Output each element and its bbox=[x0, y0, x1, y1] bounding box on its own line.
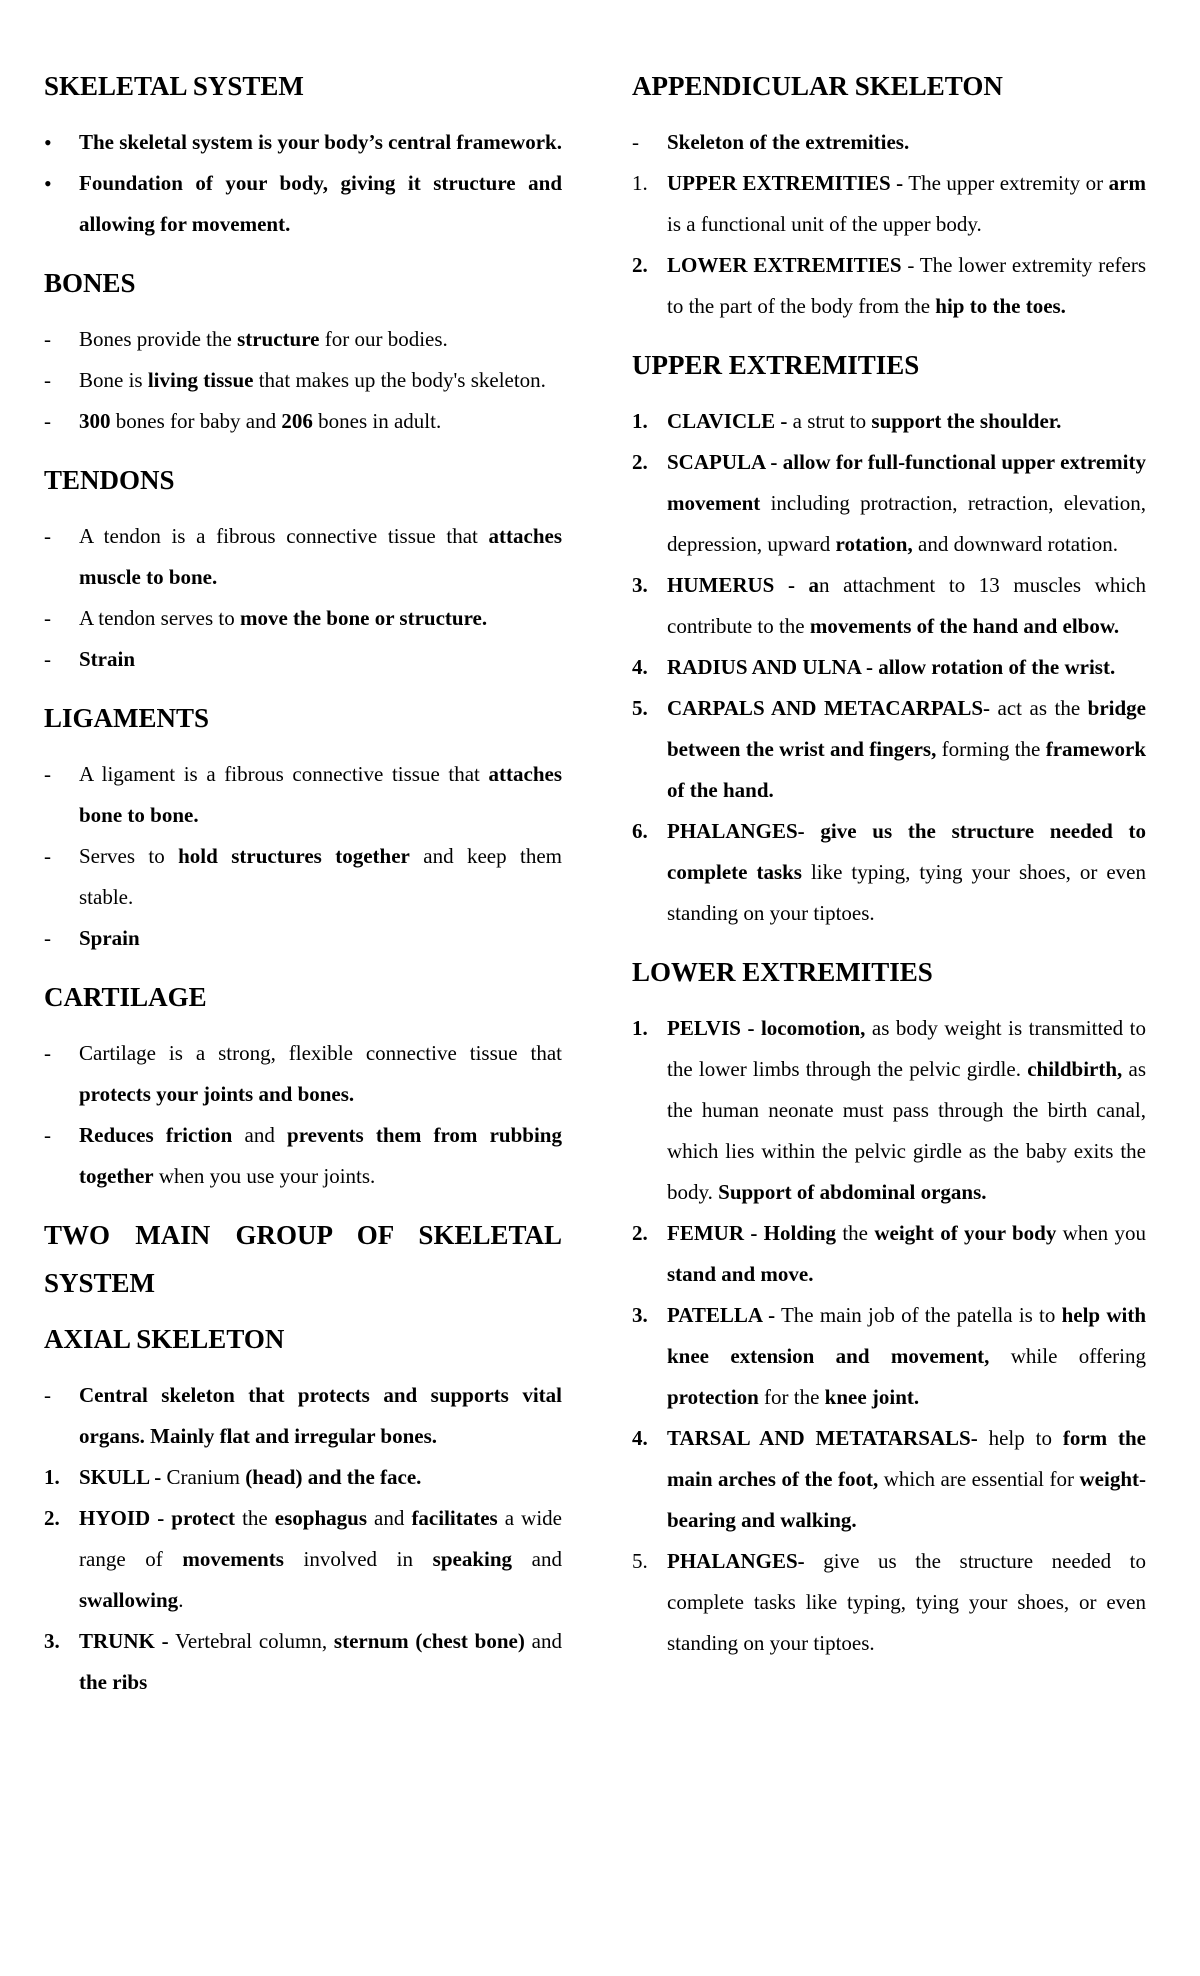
list-item: 2. LOWER EXTREMITIES - The lower extremity refers to the part of the body from the hip to the toes. bbox=[632, 253, 1146, 318]
list-item: 5. CARPALS AND METACARPALS- act as the bridge between the wrist and fingers, forming the framework of the hand. bbox=[632, 696, 1147, 802]
list-item: - Bone is living tissue that makes up the body's skeleton. bbox=[44, 360, 562, 401]
list-item: - 300 bones for baby and 206 bones in adult. bbox=[44, 401, 562, 442]
list-item: - Central skeleton that protects and supports vital organs. Mainly flat and irregular bones. bbox=[44, 1375, 562, 1457]
list-item bbox=[44, 122, 562, 163]
appendicular-list bbox=[632, 122, 1146, 327]
list-item: - A tendon is a fibrous connective tissue that attaches muscle to bone. bbox=[44, 516, 562, 598]
skeletal-system-list bbox=[44, 122, 562, 245]
cartilage-list bbox=[44, 1033, 562, 1197]
dash-marker: - bbox=[44, 606, 51, 630]
right-column bbox=[632, 62, 1146, 1664]
list-item: 4. RADIUS AND ULNA - allow rotation of the wrist. bbox=[632, 655, 1116, 679]
heading-tendons: TENDONS bbox=[44, 465, 175, 495]
heading-ligaments: LIGAMENTS bbox=[44, 703, 210, 733]
list-item: 1. SKULL - Cranium (head) and the face. bbox=[44, 1465, 422, 1489]
list-item: 3. HUMERUS - an attachment to 13 muscles which contribute to the movements of the hand and elbow. bbox=[632, 573, 1146, 638]
left-column bbox=[44, 62, 562, 1703]
axial-list bbox=[44, 1375, 562, 1703]
list-item: 3. TRUNK - Vertebral column, sternum (chest bone) and the ribs bbox=[44, 1629, 562, 1694]
heading-axial-skeleton: AXIAL SKELETON bbox=[44, 1324, 285, 1354]
heading-bones: BONES bbox=[44, 268, 136, 298]
heading-appendicular-skeleton: APPENDICULAR SKELETON bbox=[632, 71, 1003, 101]
dash-marker: - bbox=[44, 368, 51, 392]
list-item: 2. SCAPULA - allow for full-functional upper extremity movement including protraction, retraction, elevation, depression, upward rotation, and downward rotation. bbox=[632, 450, 1146, 556]
item-text: The skeletal system is your body’s central framework. bbox=[79, 130, 562, 154]
list-item bbox=[44, 163, 562, 245]
dash-marker: - bbox=[44, 327, 51, 351]
list-item: - Strain bbox=[44, 639, 562, 680]
dash-marker: - bbox=[44, 409, 51, 433]
list-item: - A tendon serves to move the bone or structure. bbox=[44, 598, 562, 639]
list-item: - Reduces friction and prevents them from rubbing together when you use your joints. bbox=[44, 1115, 562, 1197]
bullet-icon: • bbox=[44, 171, 52, 196]
list-item: 2. FEMUR - Holding the weight of your body when you stand and move. bbox=[632, 1221, 1147, 1286]
list-item: - Serves to hold structures together and keep them stable. bbox=[44, 836, 562, 918]
ligaments-list bbox=[44, 754, 562, 959]
dash-marker: - bbox=[44, 524, 51, 548]
list-item: 1. CLAVICLE - a strut to support the shoulder. bbox=[632, 409, 1062, 433]
list-item: 6. PHALANGES- give us the structure needed to complete tasks like typing, tying your shoes, or even standing on your tiptoes. bbox=[632, 819, 1146, 925]
dash-marker: - bbox=[44, 1383, 51, 1407]
dash-marker: - bbox=[44, 1123, 51, 1147]
lower-extremities-list bbox=[632, 1008, 1146, 1664]
list-item: - Bones provide the structure for our bodies. bbox=[44, 319, 562, 360]
list-item: 4. TARSAL AND METATARSALS- help to form the main arches of the foot, which are essential for weight-bearing and walking. bbox=[632, 1426, 1146, 1532]
list-item: - Skeleton of the extremities. bbox=[632, 122, 1146, 163]
dash-marker: - bbox=[44, 926, 51, 950]
list-item: - Cartilage is a strong, flexible connective tissue that protects your joints and bones. bbox=[44, 1033, 562, 1115]
item-text: Foundation of your body, giving it structure and allowing for movement. bbox=[79, 171, 562, 236]
bullet-icon: • bbox=[44, 130, 52, 155]
heading-upper-extremities: UPPER EXTREMITIES bbox=[632, 350, 920, 380]
heading-two-main-groups: TWO MAIN GROUP OF SKELETAL SYSTEM bbox=[44, 1220, 562, 1298]
bones-list bbox=[44, 319, 562, 442]
list-item: - A ligament is a fibrous connective tissue that attaches bone to bone. bbox=[44, 754, 562, 836]
tendons-list bbox=[44, 516, 562, 680]
list-item: 1. PELVIS - locomotion, as body weight is transmitted to the lower limbs through the pelvic girdle. childbirth, as the human neonate must pass through the birth canal, which lies within the pelvic girdle as the baby exits the body. Support of abdominal organs. bbox=[632, 1016, 1147, 1204]
list-item: 2. HYOID - protect the esophagus and facilitates a wide range of movements involved in speaking and swallowing. bbox=[44, 1506, 562, 1612]
heading-lower-extremities: LOWER EXTREMITIES bbox=[632, 957, 933, 987]
list-item: 1. UPPER EXTREMITIES - The upper extremity or arm is a functional unit of the upper body. bbox=[632, 171, 1146, 236]
heading-cartilage: CARTILAGE bbox=[44, 982, 207, 1012]
list-item: 3. PATELLA - The main job of the patella is to help with knee extension and movement, while offering protection for the knee joint. bbox=[632, 1303, 1146, 1409]
dash-marker: - bbox=[44, 1041, 51, 1065]
upper-extremities-list bbox=[632, 401, 1146, 934]
heading-skeletal-system: SKELETAL SYSTEM bbox=[44, 71, 304, 101]
dash-marker: - bbox=[632, 130, 639, 154]
dash-marker: - bbox=[44, 762, 51, 786]
list-item: 5. PHALANGES- give us the structure needed to complete tasks like typing, tying your shoes, or even standing on your tiptoes. bbox=[632, 1549, 1146, 1655]
dash-marker: - bbox=[44, 844, 51, 868]
dash-marker: - bbox=[44, 647, 51, 671]
list-item: - Sprain bbox=[44, 918, 562, 959]
